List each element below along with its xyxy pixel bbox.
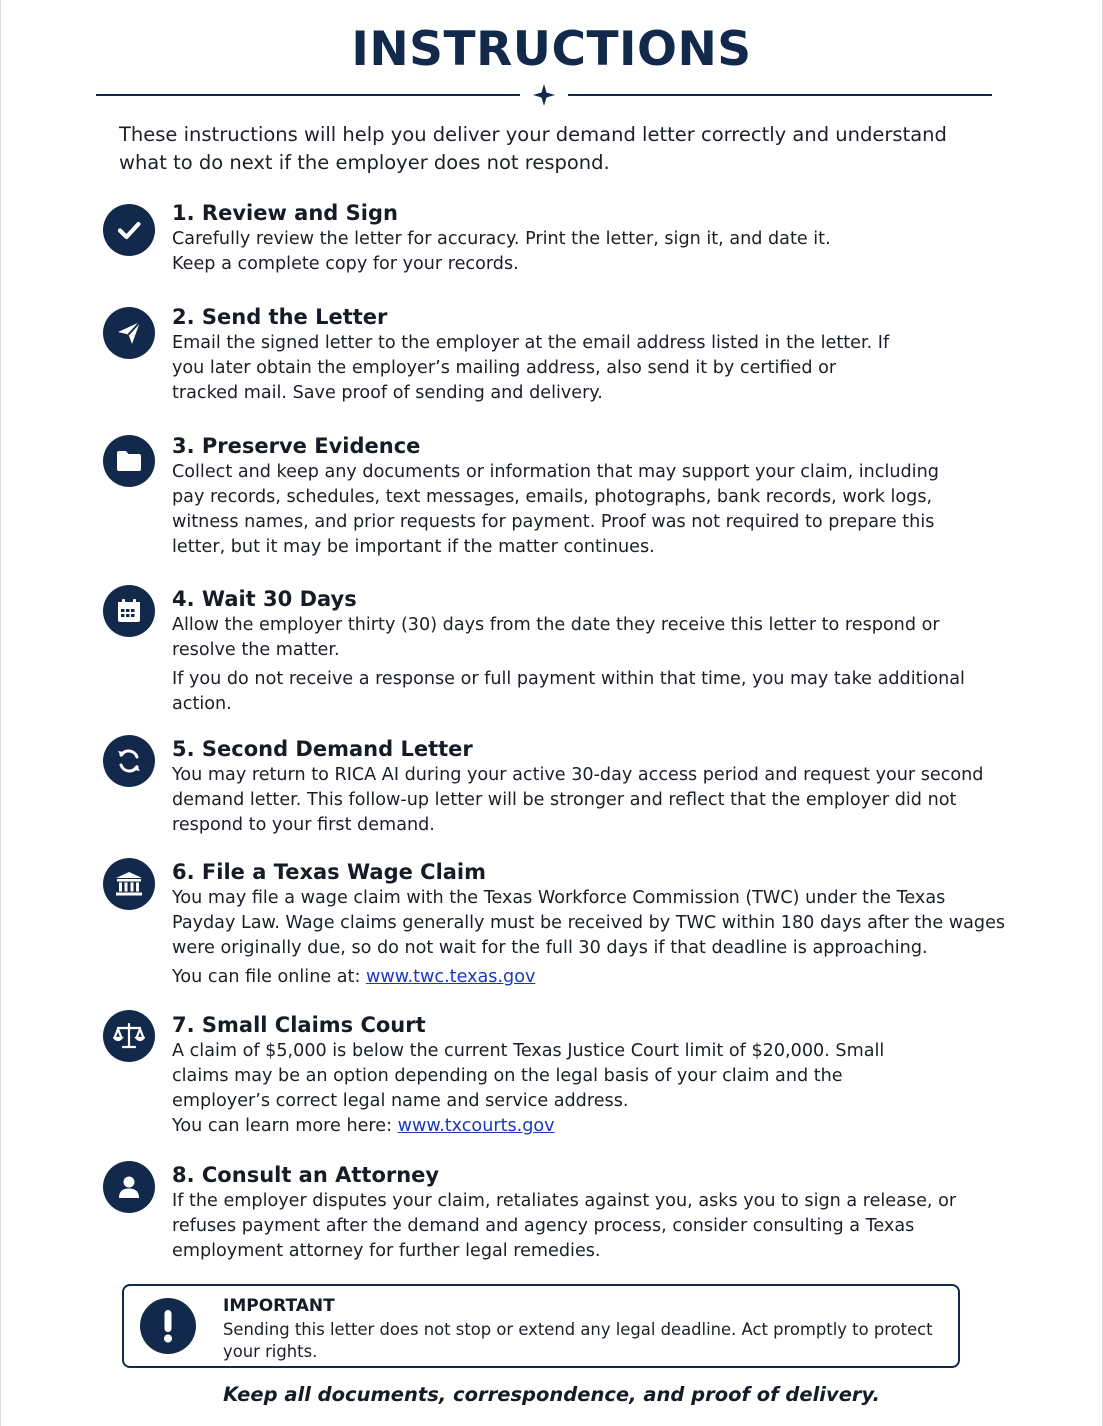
step-text — [172, 585, 1012, 717]
twc-website-link[interactable]: www.twc.texas.gov — [365, 967, 536, 987]
step-text — [172, 735, 1012, 838]
important-notice — [122, 1284, 960, 1368]
step-heading: 7. Small Claims Court — [172, 1013, 426, 1037]
step-heading: 6. File a Texas Wage Claim — [172, 860, 487, 884]
bank-icon — [103, 858, 155, 910]
txcourts-website-link[interactable]: www.txcourts.gov — [397, 1116, 555, 1136]
exclamation-icon — [140, 1298, 196, 1354]
step-heading: 4. Wait 30 Days — [172, 587, 357, 611]
step-heading: 1. Review and Sign — [172, 201, 398, 225]
important-label: IMPORTANT — [223, 1296, 335, 1316]
step-text — [172, 858, 1012, 990]
step-body: You may return to RICA AI during your active 30-day access period and request your second demand letter. This follow-up letter will be stronger and reflect that the employer did not respond to your first demand. — [172, 765, 984, 835]
calendar-icon — [103, 585, 155, 637]
refresh-icon — [103, 735, 155, 787]
folder-icon — [103, 435, 155, 487]
step-body: A claim of $5,000 is below the current Texas Justice Court limit of $20,000. Small claims may be an option depending on the legal basis of your claim and the employer’s correct legal name and service address. — [172, 1041, 885, 1111]
step-body: Collect and keep any documents or information that may support your claim, including pay records, schedules, text messages, emails, photographs, bank records, work logs, witness names, and prior requests for payment. Proof was not required to prepare this letter, but it may be important if the matter continues. — [172, 462, 939, 557]
star-ornament-icon — [532, 84, 556, 106]
step-text — [172, 1011, 1012, 1139]
step-text — [172, 303, 1012, 406]
step-body: You may file a wage claim with the Texas Workforce Commission (TWC) under the Texas Payday Law. Wage claims generally must be received by TWC within 180 days after the wages were originally due, so do not wait for the full 30 days if that deadline is approaching. — [172, 888, 1006, 958]
divider-line-right — [568, 94, 992, 96]
step-body: Email the signed letter to the employer at the email address listed in the letter. If you later obtain the employer’s mailing address, also send it by certified or tracked mail. Save proof of sending and delivery. — [172, 333, 890, 403]
step-heading: 2. Send the Letter — [172, 305, 388, 329]
step-body-link-line — [172, 1114, 1012, 1139]
divider-line-left — [96, 94, 520, 96]
step-heading: 3. Preserve Evidence — [172, 434, 421, 458]
scales-icon — [103, 1010, 155, 1062]
link-prefix: You can file online at: — [172, 967, 366, 987]
footer-note: Keep all documents, correspondence, and proof of delivery. — [223, 1383, 880, 1406]
step-body: If the employer disputes your claim, retaliates against you, asks you to sign a release, or refuses payment after the demand and agency process, consider consulting a Texas employment attorney for further legal remedies. — [172, 1191, 957, 1261]
check-icon — [103, 204, 155, 256]
step-text — [172, 199, 1012, 277]
important-text: Sending this letter does not stop or extend any legal deadline. Act promptly to protect your rights. — [223, 1320, 933, 1361]
page-title: INSTRUCTIONS — [351, 22, 752, 77]
link-prefix: You can learn more here: — [172, 1116, 398, 1136]
user-icon — [103, 1161, 155, 1213]
step-text — [172, 1161, 1012, 1264]
step-body: Allow the employer thirty (30) days from the date they receive this letter to respond or resolve the matter. — [172, 615, 940, 660]
intro-text: These instructions will help you deliver your demand letter correctly and understand what to do next if the employer does not respond. — [119, 123, 947, 174]
step-text — [172, 432, 1012, 560]
step-heading: 8. Consult an Attorney — [172, 1163, 440, 1187]
paper-plane-icon — [103, 307, 155, 359]
title-divider — [96, 84, 992, 106]
step-heading: 5. Second Demand Letter — [172, 737, 473, 761]
step-body-link-line — [172, 965, 1012, 990]
step-body: If you do not receive a response or full payment within that time, you may take additional action. — [172, 669, 965, 714]
step-body: Carefully review the letter for accuracy. Print the letter, sign it, and date it. Keep a complete copy for your records. — [172, 229, 831, 274]
